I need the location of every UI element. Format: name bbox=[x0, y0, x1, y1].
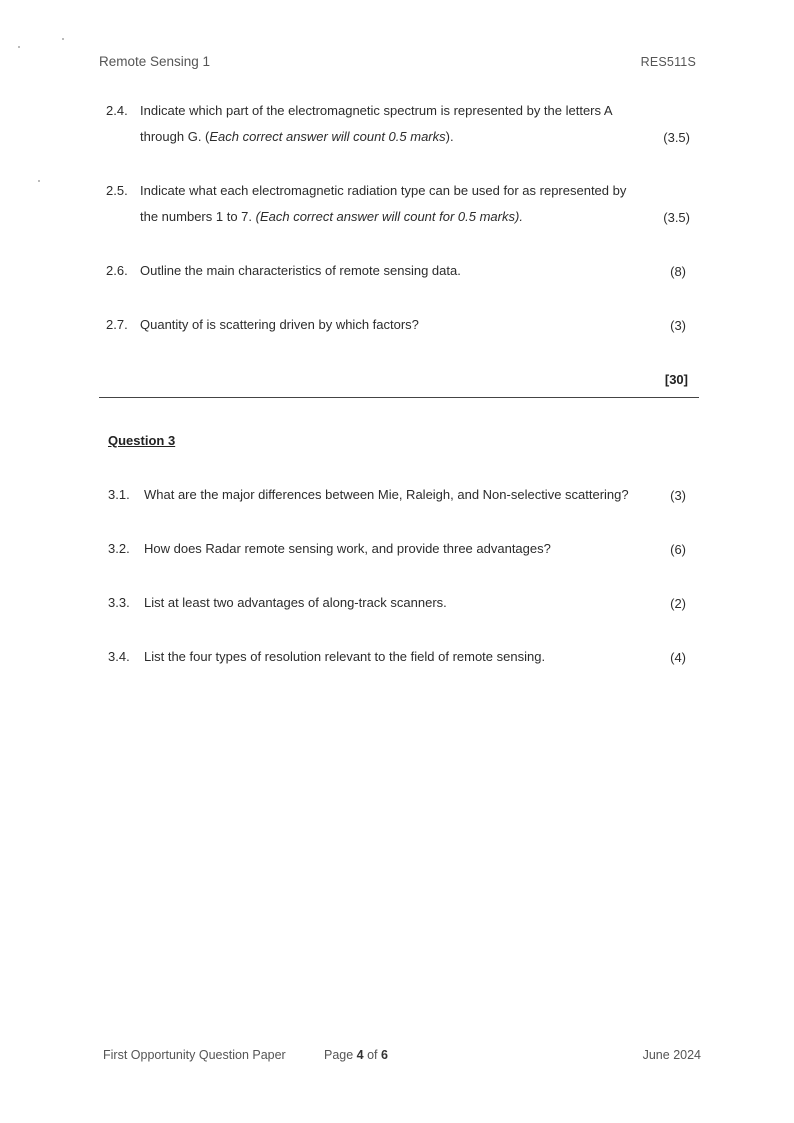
marks-3-2: (6) bbox=[670, 542, 686, 557]
question-number: 3.1. bbox=[108, 487, 130, 502]
scan-speck bbox=[62, 38, 64, 40]
header-code: RES511S bbox=[640, 55, 696, 69]
question-number: 2.6. bbox=[106, 263, 128, 278]
question-number: 2.5. bbox=[106, 183, 128, 198]
question-text: Outline the main characteristics of remote sensing data. bbox=[140, 263, 461, 278]
marks-2-5: (3.5) bbox=[663, 210, 690, 225]
question-text-line1: Indicate which part of the electromagnetic spectrum is represented by the letters A bbox=[140, 103, 613, 118]
footer-date: June 2024 bbox=[642, 1048, 701, 1062]
question-number: 3.3. bbox=[108, 595, 130, 610]
question-text: List the four types of resolution relevant to the field of remote sensing. bbox=[144, 649, 546, 664]
question-number: 3.4. bbox=[108, 649, 130, 664]
header-course: Remote Sensing 1 bbox=[99, 54, 211, 69]
marks-3-3: (2) bbox=[670, 596, 686, 611]
marks-2-4: (3.5) bbox=[663, 130, 690, 145]
marks-2-7: (3) bbox=[670, 318, 686, 333]
question-text: List at least two advantages of along-track scanners. bbox=[144, 595, 447, 610]
section-total: [30] bbox=[664, 372, 688, 387]
question-3-title: Question 3 bbox=[108, 433, 176, 448]
question-text-line2: the numbers 1 to 7. (Each correct answer will count for 0.5 marks). bbox=[140, 209, 523, 224]
question-text: Quantity of is scattering driven by which factors? bbox=[140, 317, 419, 332]
marks-3-1: (3) bbox=[670, 488, 686, 503]
footer-page-number: Page 4 of 6 bbox=[324, 1048, 388, 1062]
question-text: What are the major differences between Mie, Raleigh, and Non-selective scattering? bbox=[144, 487, 629, 502]
footer-paper: First Opportunity Question Paper bbox=[103, 1048, 286, 1062]
question-number: 3.2. bbox=[108, 541, 130, 556]
scan-speck bbox=[18, 46, 20, 48]
marks-2-6: (8) bbox=[670, 264, 686, 279]
question-number: 2.7. bbox=[106, 317, 128, 332]
question-number: 2.4. bbox=[106, 103, 128, 118]
section-divider bbox=[99, 397, 699, 398]
marks-3-4: (4) bbox=[670, 650, 686, 665]
question-text: How does Radar remote sensing work, and provide three advantages? bbox=[144, 541, 551, 556]
question-text-line2: through G. (Each correct answer will count 0.5 marks). bbox=[140, 129, 454, 144]
scan-speck bbox=[38, 180, 40, 182]
question-text-line1: Indicate what each electromagnetic radiation type can be used for as represented by bbox=[140, 183, 627, 198]
